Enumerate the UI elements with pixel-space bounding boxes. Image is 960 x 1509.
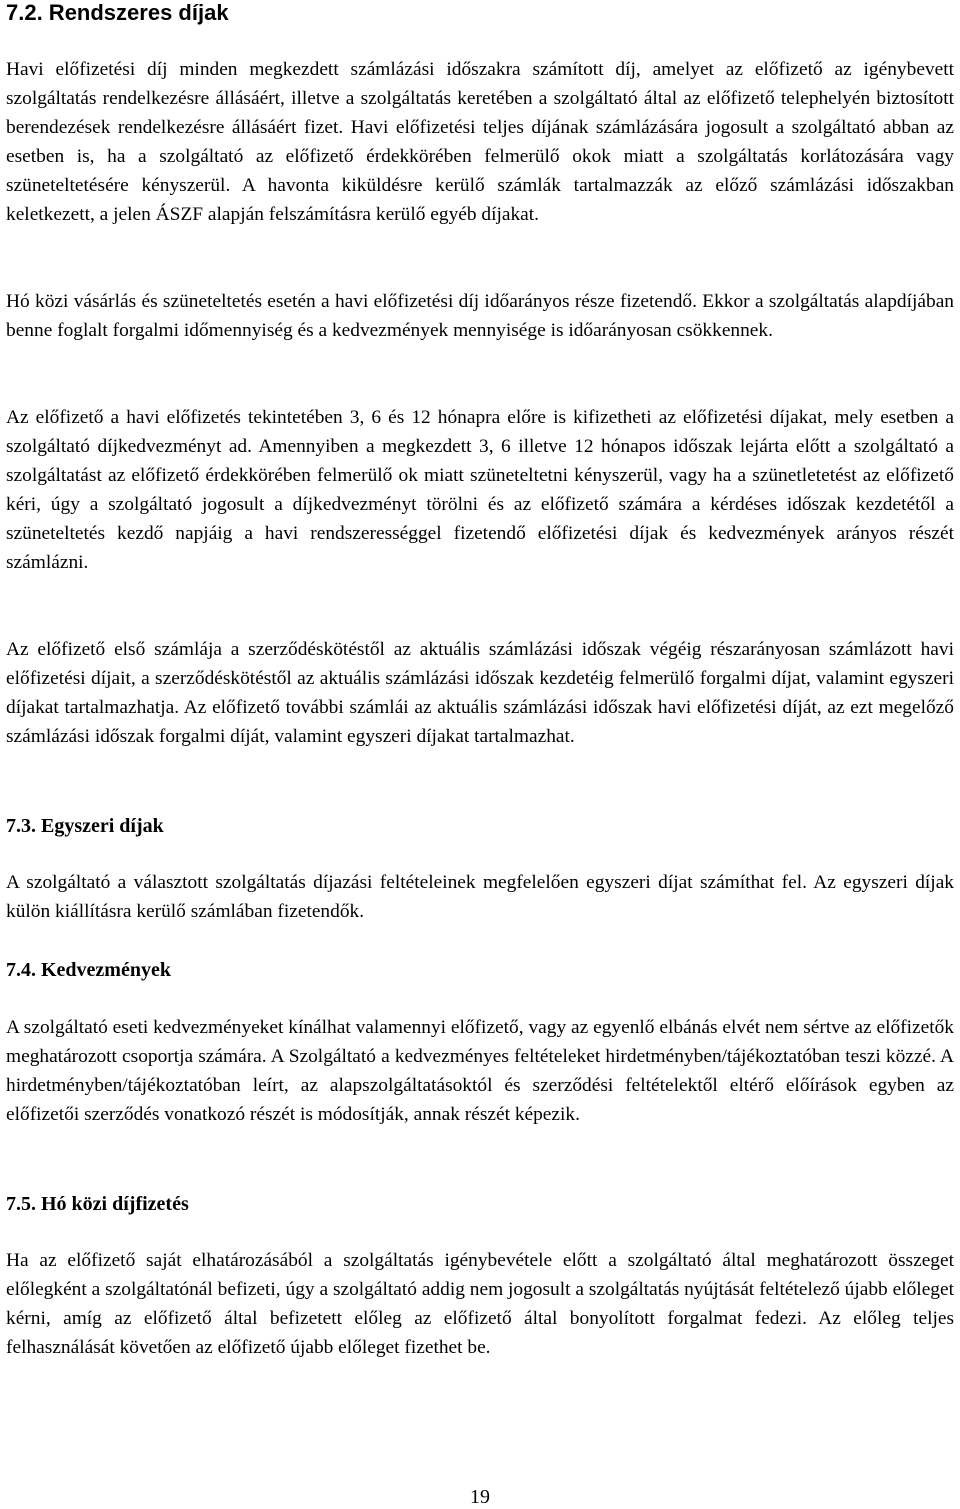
paragraph-7-2-1: Havi előfizetési díj minden megkezdett számlázási időszakra számított díj, amelyet az előfizető az igénybevett szolgáltatás rendelkezésre állásáért, illetve a szolgáltatás keretében a szolgáltató által az előfizető telephelyén biztosított berendezések rendelkezésre állásáért fizet. Havi előfizetési teljes díjának számlázására jogosult a szolgáltató abban az esetben is, ha a szolgáltató az előfizető érdekkörében felmerülő okok miatt a szolgáltatás korlátozására vagy szüneteltetésére kényszerül. A havonta kiküldésre kerülő számlák tartalmazzák az előző számlázási időszakban keletkezett, a jelen ÁSZF alapján felszámításra kerülő egyéb díjakat. bbox=[6, 59, 954, 225]
section-heading-7-3: 7.3. Egyszeri díjak bbox=[6, 815, 164, 837]
section-heading-7-5: 7.5. Hó közi díjfizetés bbox=[6, 1193, 189, 1215]
section-heading-7-2: 7.2. Rendszeres díjak bbox=[6, 0, 229, 25]
paragraph-7-3-1: A szolgáltató a választott szolgáltatás díjazási feltételeinek megfelelően egyszeri díjat számíthat fel. Az egyszeri díjak külön kiállításra kerülő számlában fizetendők. bbox=[6, 872, 954, 922]
page-number: 19 bbox=[470, 1486, 490, 1508]
paragraph-7-2-3: Az előfizető a havi előfizetés tekintetében 3, 6 és 12 hónapra előre is kifizetheti az előfizetési díjakat, mely esetben a szolgáltató díjkedvezményt ad. Amennyiben a megkezdett 3, 6 illetve 12 hónapos időszak lejárta előtt a szolgáltató a szolgáltatást az előfizető érdekkörében felmerülő ok miatt szüneteltetni kényszerül, vagy ha a szünetletetést az előfizető kéri, úgy a szolgáltató jogosult a díjkedvezményt törölni és az előfizető számára a kérdéses időszak kezdetétől a szüneteltetés kezdő napjáig a havi rendszerességgel fizetendő előfizetési díjak és kedvezmények arányos részét számlázni. bbox=[6, 407, 954, 573]
paragraph-7-2-2: Hó közi vásárlás és szüneteltetés esetén a havi előfizetési díj időarányos része fizetendő. Ekkor a szolgáltatás alapdíjában benne foglalt forgalmi időmennyiség és a kedvezmények mennyisége is időarányosan csökkennek. bbox=[6, 291, 954, 341]
section-heading-7-4: 7.4. Kedvezmények bbox=[6, 959, 171, 981]
paragraph-7-5-1: Ha az előfizető saját elhatározásából a szolgáltatás igénybevétele előtt a szolgáltató által meghatározott összeget előlegként a szolgáltatónál befizeti, úgy a szolgáltató addig nem jogosult a szolgáltatás nyújtását feltételező újabb előleget kérni, amíg az előfizető által befizetett előleg az előfizető által bonyolított forgalmat fedezi. Az előleg teljes felhasználását követően az előfizető újabb előleget fizethet be. bbox=[6, 1250, 954, 1358]
paragraph-7-2-4: Az előfizető első számlája a szerződéskötéstől az aktuális számlázási időszak végéig részarányosan számlázott havi előfizetési díjait, a szerződéskötéstől az aktuális számlázási időszak kezdetéig felmerülő forgalmi díjat, valamint egyszeri díjakat tartalmazhatja. Az előfizető további számlái az aktuális számlázási időszak havi előfizetési díját, az ezt megelőző számlázási időszak forgalmi díját, valamint egyszeri díjakat tartalmazhat. bbox=[6, 639, 954, 747]
paragraph-7-4-1: A szolgáltató eseti kedvezményeket kínálhat valamennyi előfizető, vagy az egyenlő elbánás elvét nem sértve az előfizetők meghatározott csoportja számára. A Szolgáltató a kedvezményes feltételeket hirdetményben/tájékoztatóban teszi közzé. A hirdetményben/tájékoztatóban leírt, az alapszolgáltatásoktól és szerződési feltételektől eltérő előírások egyben az előfizetői szerződés vonatkozó részét is módosítják, annak részét képezik. bbox=[6, 1017, 954, 1125]
